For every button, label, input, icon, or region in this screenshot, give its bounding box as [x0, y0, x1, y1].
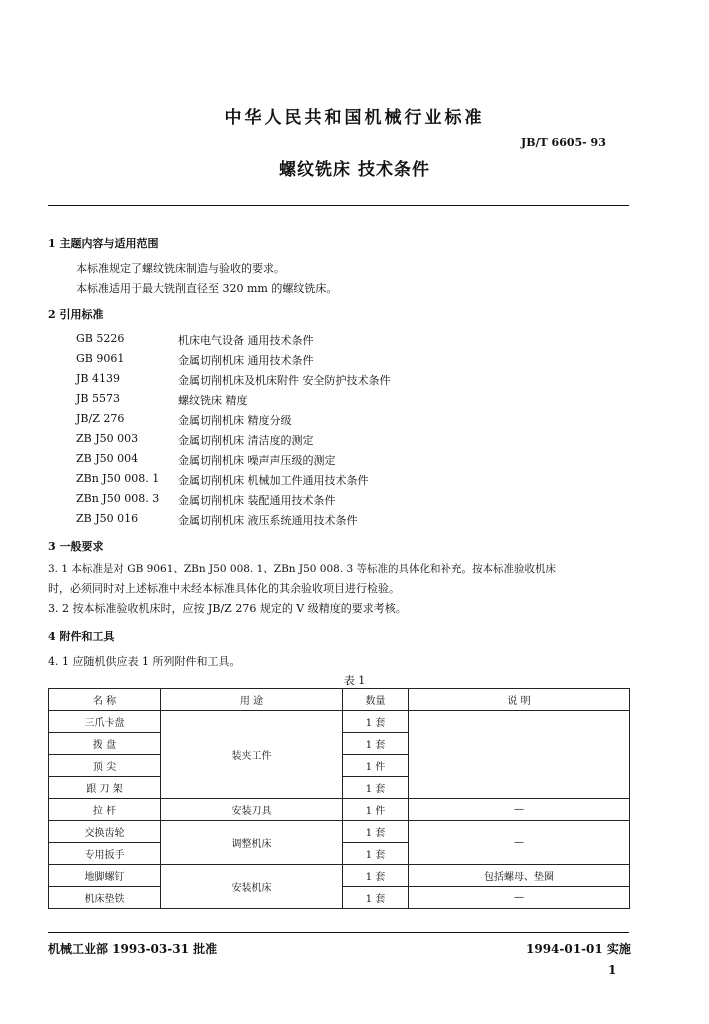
item-notes: —: [409, 821, 630, 865]
reference-code: ZB J50 016: [76, 512, 139, 525]
reference-code: ZBn J50 008. 3: [76, 492, 160, 505]
item-use: 装夹工件: [161, 711, 343, 799]
item-quantity: 1 套: [343, 733, 409, 755]
standard-category-title: 中华人民共和国机械行业标准: [224, 108, 485, 128]
table-row: [49, 711, 630, 733]
reference-code: JB 4139: [76, 372, 120, 385]
item-name: 三爪卡盘: [49, 711, 161, 733]
table-caption: 表 1: [343, 674, 366, 687]
accessories-table: [48, 688, 630, 909]
reference-code: ZB J50 004: [76, 452, 139, 465]
reference-code: GB 9061: [76, 352, 125, 365]
item-quantity: 1 套: [343, 777, 409, 799]
section-4-heading: 4 附件和工具: [48, 630, 115, 643]
reference-title: 金属切削机床 液压系统通用技术条件: [178, 514, 358, 527]
reference-title: 金属切削机床 装配通用技术条件: [178, 494, 336, 507]
column-header-notes: 说 明: [409, 689, 630, 711]
section-3-heading: 3 一般要求: [48, 540, 104, 553]
item-use: 安装刀具: [161, 799, 343, 821]
reference-title: 金属切削机床 通用技术条件: [178, 354, 314, 367]
item-name: 地脚螺钉: [49, 865, 161, 887]
reference-code: ZB J50 003: [76, 432, 139, 445]
reference-code: GB 5226: [76, 332, 125, 345]
item-quantity: 1 套: [343, 843, 409, 865]
item-notes: [409, 711, 630, 799]
footer-divider: [48, 932, 629, 933]
item-name: 专用扳手: [49, 843, 161, 865]
title-divider: [48, 205, 629, 206]
item-quantity: 1 件: [343, 755, 409, 777]
effective-date: 1994-01-01 实施: [526, 942, 631, 956]
column-header-name: 名 称: [49, 689, 161, 711]
reference-code: JB/Z 276: [76, 412, 125, 425]
reference-title: 金属切削机床及机床附件 安全防护技术条件: [178, 374, 391, 387]
item-name: 顶 尖: [49, 755, 161, 777]
table-row: [49, 799, 630, 821]
item-name: 跟 刀 架: [49, 777, 161, 799]
standard-number: JB/T 6605- 93: [521, 136, 606, 149]
section-1-heading: 1 主题内容与适用范围: [48, 237, 159, 250]
clause-3-2: 3. 2 按本标准验收机床时，应按 JB/Z 276 规定的 V 级精度的要求考核。: [48, 602, 407, 615]
section-1-paragraph-2: 本标准适用于最大铣削直径至 320 mm 的螺纹铣床。: [76, 282, 338, 295]
reference-code: JB 5573: [76, 392, 120, 405]
item-quantity: 1 套: [343, 887, 409, 909]
table-row: [49, 821, 630, 843]
column-header-use: 用 途: [161, 689, 343, 711]
clause-3-1-line-1: 3. 1 本标准是对 GB 9061、ZBn J50 008. 1、ZBn J50 008. 3 等标准的具体化和补充。按本标准验收机床: [48, 563, 557, 575]
item-notes: —: [409, 887, 630, 909]
reference-title: 金属切削机床 噪声声压级的测定: [178, 454, 336, 467]
item-quantity: 1 套: [343, 821, 409, 843]
section-2-heading: 2 引用标准: [48, 308, 104, 321]
item-name: 拉 杆: [49, 799, 161, 821]
item-name: 交换齿轮: [49, 821, 161, 843]
reference-code: ZBn J50 008. 1: [76, 472, 160, 485]
table-row: [49, 865, 630, 887]
column-header-quantity: 数量: [343, 689, 409, 711]
item-quantity: 1 套: [343, 711, 409, 733]
reference-title: 机床电气设备 通用技术条件: [178, 334, 314, 347]
reference-title: 螺纹铣床 精度: [178, 394, 248, 407]
page-number: 1: [608, 963, 617, 977]
clause-4-1: 4. 1 应随机供应表 1 所列附件和工具。: [48, 655, 241, 668]
item-name: 机床垫铁: [49, 887, 161, 909]
item-use: 调整机床: [161, 821, 343, 865]
item-name: 拨 盘: [49, 733, 161, 755]
reference-title: 金属切削机床 精度分级: [178, 414, 292, 427]
reference-title: 金属切削机床 清洁度的测定: [178, 434, 314, 447]
item-quantity: 1 套: [343, 865, 409, 887]
table-header-row: [49, 689, 630, 711]
section-1-paragraph-1: 本标准规定了螺纹铣床制造与验收的要求。: [76, 262, 285, 275]
item-use: 安装机床: [161, 865, 343, 909]
reference-title: 金属切削机床 机械加工件通用技术条件: [178, 474, 369, 487]
clause-3-1-line-2: 时，必须同时对上述标准中未经本标准具体化的其余验收项目进行检验。: [48, 582, 400, 595]
approval-date: 机械工业部 1993-03-31 批准: [48, 942, 218, 956]
item-notes: 包括螺母、垫圈: [409, 865, 630, 887]
document-title: 螺纹铣床 技术条件: [279, 160, 430, 180]
item-notes: —: [409, 799, 630, 821]
item-quantity: 1 件: [343, 799, 409, 821]
